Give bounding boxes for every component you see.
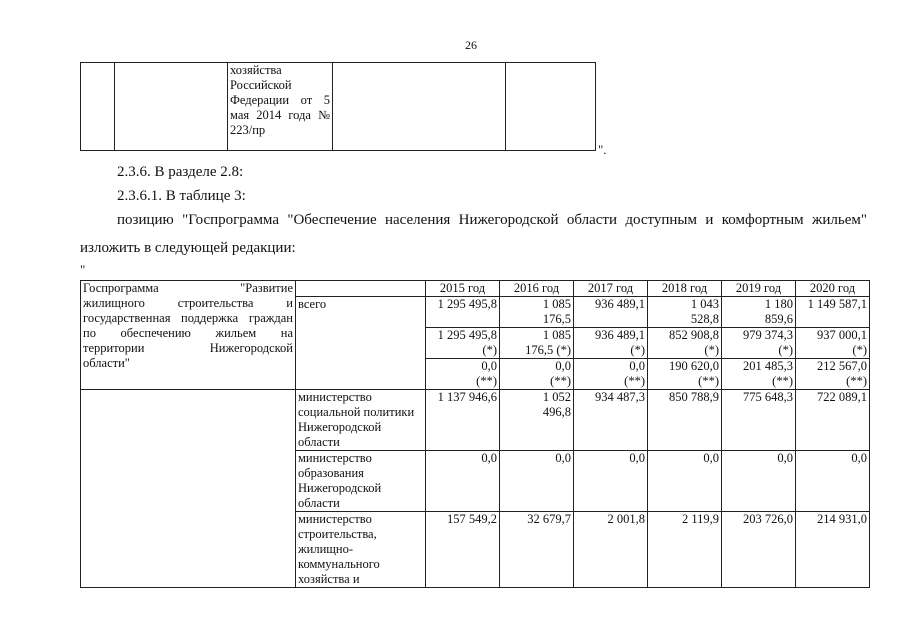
closing-quote: ". [598, 142, 607, 157]
program-cell-continuation [81, 390, 296, 588]
value-cell: 2 001,8 [574, 512, 648, 588]
value-cell: 212 567,0 (**) [796, 359, 870, 390]
top-table-text-cell [228, 63, 333, 151]
value-cell: 0,0 (**) [426, 359, 500, 390]
value-cell: 979 374,3 (*) [722, 328, 796, 359]
value-cell: 850 788,9 [648, 390, 722, 451]
value-cell: 936 489,1 [574, 297, 648, 328]
row-label: министерство социальной политики Нижегородской области [296, 390, 426, 451]
value-cell: 190 620,0 (**) [648, 359, 722, 390]
value-cell: 936 489,1 (*) [574, 328, 648, 359]
table-row [81, 390, 870, 451]
value-cell: 0,0 (**) [574, 359, 648, 390]
top-table-cell [333, 63, 506, 151]
year-2017-header: 2017 год [574, 281, 648, 297]
row-label: министерство образования Нижегородской области [296, 451, 426, 512]
value-cell: 722 089,1 [796, 390, 870, 451]
value-cell: 0,0 [648, 451, 722, 512]
year-2016-header: 2016 год [500, 281, 574, 297]
row-label: министерство строительства, жилищно- коммунального хозяйства и [296, 512, 426, 588]
year-2020-header: 2020 год [796, 281, 870, 297]
top-table-cell [506, 63, 596, 151]
row-label: всего [296, 297, 426, 390]
top-table-cell [115, 63, 228, 151]
value-cell: 0,0 [500, 451, 574, 512]
value-cell: 1 085 176,5 (*) [500, 328, 574, 359]
value-cell: 1 137 946,6 [426, 390, 500, 451]
paragraph-position: позицию "Госпрограмма "Обеспечение населения Нижегородской области доступным и комфортным жильем" [117, 212, 867, 228]
value-cell: 203 726,0 [722, 512, 796, 588]
value-cell: 201 485,3 (**) [722, 359, 796, 390]
main-table [80, 280, 870, 588]
year-2018-header: 2018 год [648, 281, 722, 297]
value-cell: 937 000,1 (*) [796, 328, 870, 359]
value-cell: 1 149 587,1 [796, 297, 870, 328]
program-cell [81, 281, 296, 390]
year-2019-header: 2019 год [722, 281, 796, 297]
text-line: хозяйства [230, 63, 282, 77]
year-2015-header: 2015 год [426, 281, 500, 297]
page-number: 26 [465, 38, 477, 52]
value-cell: 2 119,9 [648, 512, 722, 588]
value-cell: 0,0 [796, 451, 870, 512]
paragraph-table: 2.3.6.1. В таблице 3: [117, 188, 246, 204]
program-line: территории Нижегородской [83, 341, 293, 355]
value-cell: 0,0 [722, 451, 796, 512]
program-line: области" [83, 356, 130, 370]
value-cell: 1 043 528,8 [648, 297, 722, 328]
value-cell: 1 052 496,8 [500, 390, 574, 451]
value-cell: 1 295 495,8 (*) [426, 328, 500, 359]
program-line: Госпрограмма "Развитие [83, 281, 293, 295]
value-cell: 0,0 [426, 451, 500, 512]
program-line: жилищного строительства и [83, 296, 293, 310]
value-cell: 852 908,8 (*) [648, 328, 722, 359]
value-cell: 1 180 859,6 [722, 297, 796, 328]
opening-quote: " [80, 262, 86, 277]
value-cell: 934 487,3 [574, 390, 648, 451]
value-cell: 775 648,3 [722, 390, 796, 451]
value-cell: 32 679,7 [500, 512, 574, 588]
text-line: мая 2014 года № [230, 108, 330, 122]
paragraph-section: 2.3.6. В разделе 2.8: [117, 164, 244, 180]
value-cell: 1 295 495,8 [426, 297, 500, 328]
text-line: Российской [230, 78, 292, 92]
value-cell: 0,0 (**) [500, 359, 574, 390]
text-line: Федерации от 5 [230, 93, 330, 107]
value-cell: 157 549,2 [426, 512, 500, 588]
paragraph-edit: изложить в следующей редакции: [80, 240, 296, 256]
header-row [81, 281, 870, 297]
value-cell: 0,0 [574, 451, 648, 512]
top-table-fragment [80, 62, 596, 151]
value-cell: 1 085 176,5 [500, 297, 574, 328]
text-line: 223/пр [230, 123, 266, 137]
value-cell: 214 931,0 [796, 512, 870, 588]
top-table-cell [81, 63, 115, 151]
header-empty-cell [296, 281, 426, 297]
program-line: по обеспечению жильем на [83, 326, 293, 340]
program-line: государственная поддержка граждан [83, 311, 293, 325]
